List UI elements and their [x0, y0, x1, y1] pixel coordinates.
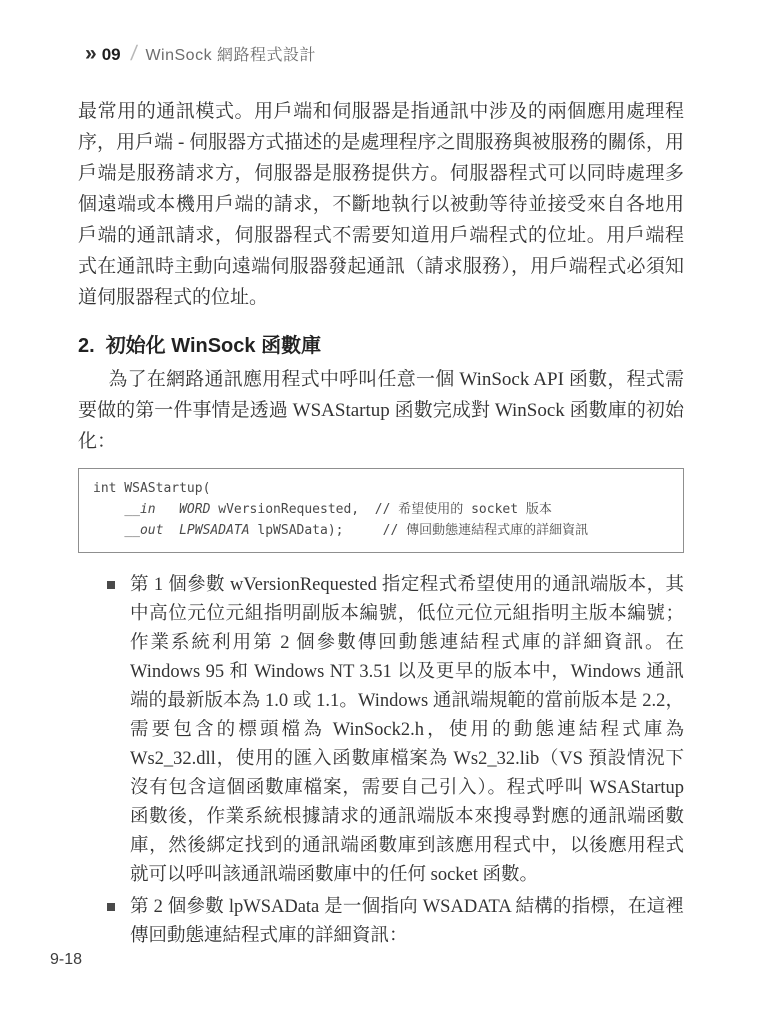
chapter-number: 09 — [101, 45, 121, 64]
code-spacing — [163, 523, 179, 538]
bullet-text: 第 2 個參數 lpWSAData 是一個指向 WSADATA 結構的指標，在這裡傳回動態連結程式庫的詳細資訊： — [130, 897, 684, 946]
code-param-type: WORD — [179, 502, 211, 517]
code-indent — [93, 502, 124, 517]
page-number: 9-18 — [50, 951, 83, 968]
code-line — [93, 478, 669, 499]
code-comment: // 希望使用的 socket 版本 — [374, 502, 552, 517]
list-item — [130, 893, 684, 951]
section-number: 2. — [78, 335, 95, 357]
slash-separator: / — [129, 42, 139, 65]
chapter-header — [85, 42, 684, 66]
body-paragraph: 最常用的通訊模式。用戶端和伺服器是指通訊中涉及的兩個應用處理程序，用戶端 - 伺服器方式描述的是處理程序之間服務與被服務的關係，用戶端是服務請求方，伺服器是服務提供方。伺服器程式可以同時處理多個遠端或本機用戶端的請求，不斷地執行以被動等待並接受來自各地用戶端的通訊請求，伺服器程式不需要知道用戶端程式的位址。用戶端程式在通訊時主動向遠端伺服器發起通訊（請求服務），用戶端程式必須知道伺服器程式的位址。 — [78, 101, 684, 308]
double-chevron-icon: » — [85, 42, 95, 65]
square-bullet-icon — [107, 581, 115, 589]
intro-paragraph: 為了在網路通訊應用程式中呼叫任意一個 WinSock API 函數，程式需要做的第一件事情是透過 WSAStartup 函數完成對 WinSock 函數庫的初始化： — [78, 369, 684, 452]
bullet-text: 第 1 個參數 wVersionRequested 指定程式希望使用的通訊端版本，其中高位元位元組指明副版本編號，低位元位元組指明主版本編號；作業系統利用第 2 個參數傳回動態連結程式庫的詳細資訊。在 Windows 95 和 Windows NT 3.51 以及更早的版本中，Windows 通訊端的最新版本為 1.0 或 1.1。Windows 通訊端規範的當前版本是 2.2，需要包含的標頭檔為 WinSock2.h，使用的動態連結程式庫為 Ws2_32.dll，使用的匯入函數庫檔案為 Ws2_32.lib（VS 預設情況下沒有包含這個函數庫檔案，需要自己引入）。程式呼叫 WSAStartup 函數後，作業系統根據請求的通訊端版本來搜尋對應的通訊端函數庫，然後綁定找到的通訊端函數庫到該應用程式中，以後應用程式就可以呼叫該通訊端函數庫中的任何 socket 函數。 — [130, 575, 684, 885]
square-bullet-icon — [107, 903, 115, 911]
code-param-type: LPWSADATA — [179, 523, 250, 538]
code-spacing — [156, 502, 179, 517]
code-line — [93, 520, 669, 541]
code-param-modifier: __in — [124, 502, 156, 517]
code-text: int WSAStartup( — [93, 481, 211, 496]
bullet-list — [78, 571, 684, 951]
section-heading — [78, 329, 684, 358]
code-param-name: lpWSAData); — [249, 523, 383, 538]
code-param-modifier: __out — [124, 523, 164, 538]
chapter-title: WinSock 網路程式設計 — [145, 47, 317, 64]
code-comment: // 傳回動態連結程式庫的詳細資訊 — [382, 523, 589, 538]
code-param-name: wVersionRequested, — [210, 502, 375, 517]
code-block — [78, 468, 684, 553]
list-item — [130, 571, 684, 890]
code-indent — [93, 523, 124, 538]
section-title: 初始化 WinSock 函數庫 — [105, 335, 322, 357]
code-line — [93, 499, 669, 520]
